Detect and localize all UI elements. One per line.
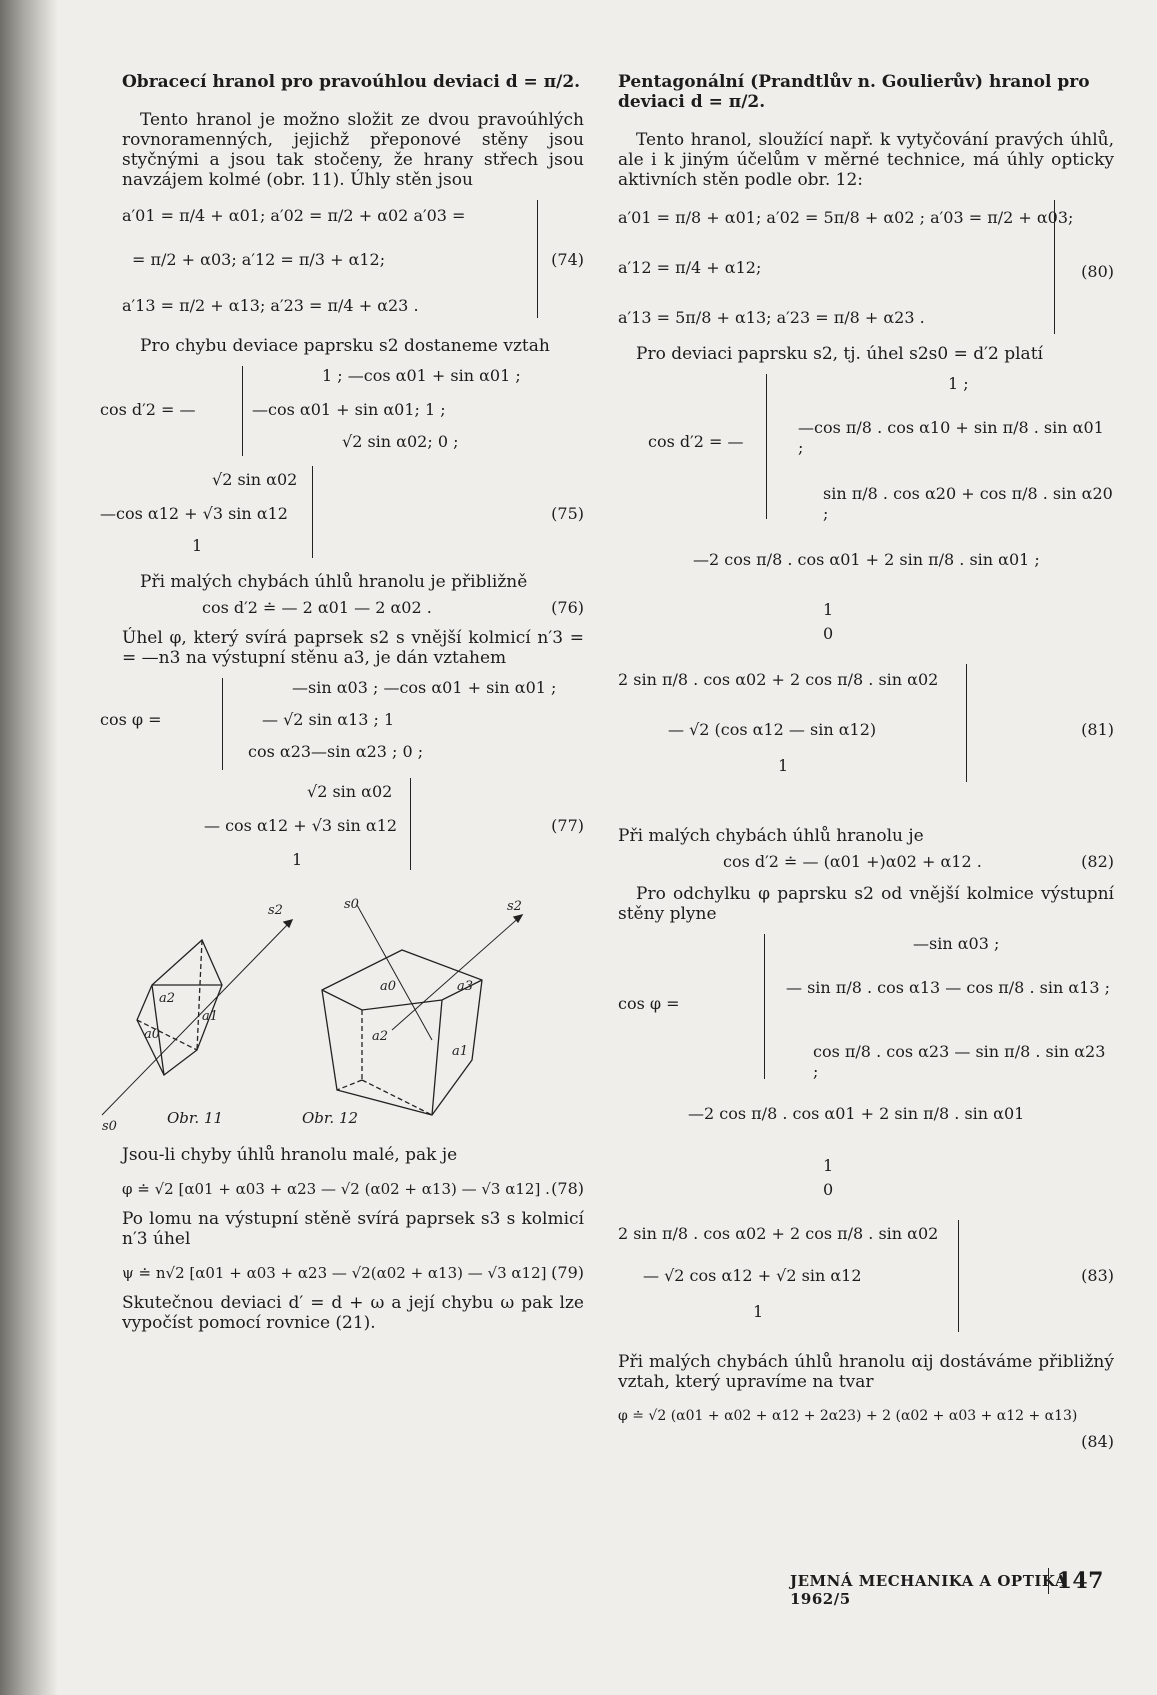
caption-fig12: Obr. 12 <box>302 1109 359 1127</box>
eq75-row-4: √2 sin α02 <box>212 470 298 489</box>
eq75-bar-2 <box>312 466 313 558</box>
left-heading: Obracecí hranol pro pravoúhlou deviaci d = π/2. <box>122 72 581 92</box>
eq75-row-3: √2 sin α02; 0 ; <box>342 432 459 451</box>
eq81-row-5: 1 <box>823 600 834 619</box>
label-a2-fig11: a2 <box>159 991 176 1006</box>
right-column <box>618 72 1114 1452</box>
eq77-row-5: — cos α12 + √3 sin α12 <box>204 816 398 835</box>
eq83-row-5: 1 <box>823 1156 834 1175</box>
eq74-number: (74) <box>551 250 584 269</box>
label-a2-fig12: a2 <box>372 1029 389 1044</box>
eq74-line-1: a′01 = π/4 + α01; a′02 = π/2 + α02 a′03 = <box>122 206 466 225</box>
page-number: 147 <box>1048 1568 1104 1594</box>
eq75-number: (75) <box>551 504 584 523</box>
eq79-text: ψ ≐ n√2 [α01 + α03 + α23 — √2(α02 + α13) — √3 α12] . <box>122 1264 556 1282</box>
caption-fig11: Obr. 11 <box>167 1109 224 1127</box>
eq77-row-6: 1 <box>292 850 303 869</box>
label-a1-fig12: a1 <box>452 1044 469 1059</box>
left-paragraph-4: Úhel φ, který svírá paprsek s2 s vnější kolmicí n′3 = = —n3 na výstupní stěnu a3, je dán vztahem <box>122 628 584 668</box>
eq77-bar-2 <box>410 778 411 870</box>
right-paragraph-1: Tento hranol, sloužící např. k vytyčování pravých úhlů, ale i k jiným účelům v měrné technice, má úhly opticky aktivních stěn podle obr. 12: <box>618 130 1114 190</box>
eq81-row-3: sin π/8 . cos α20 + cos π/8 . sin α20 ; <box>823 484 1113 523</box>
prism-figures <box>62 880 524 1135</box>
eq83-bar-1 <box>764 934 765 1079</box>
eq83-row-7: 2 sin π/8 . cos α02 + 2 cos π/8 . sin α02 <box>618 1224 939 1243</box>
eq75-row-6: 1 <box>192 536 203 555</box>
eq78-number: (78) <box>551 1179 584 1198</box>
equation-79 <box>122 1259 584 1283</box>
eq75-row-5: —cos α12 + √3 sin α12 <box>100 504 288 523</box>
eq81-row-8: — √2 (cos α12 — sin α12) <box>668 720 877 739</box>
eq76-number: (76) <box>551 598 584 617</box>
eq74-line-3: a′13 = π/2 + α13; a′23 = π/4 + α23 . <box>122 296 419 315</box>
eq74-line-2: = π/2 + α03; a′12 = π/3 + α12; <box>132 250 386 269</box>
left-paragraph-3: Při malých chybách úhlů hranolu je přibližně <box>140 572 528 592</box>
eq81-row-6: 0 <box>823 624 834 643</box>
eq83-row-3: cos π/8 . cos α23 — sin π/8 . sin α23 ; <box>813 1042 1106 1081</box>
eq77-number: (77) <box>551 816 584 835</box>
eq84-number: (84) <box>1081 1432 1114 1451</box>
binding-shadow <box>0 0 58 1695</box>
left-paragraph-5: Jsou-li chyby úhlů hranolu malé, pak je <box>122 1145 458 1165</box>
equation-78 <box>122 1175 584 1199</box>
eq80-line-3: a′13 = 5π/8 + α13; a′23 = π/8 + α23 . <box>618 308 925 327</box>
eq79-number: (79) <box>551 1263 584 1282</box>
equation-80 <box>618 200 1114 334</box>
equation-75 <box>100 366 584 562</box>
eq74-bracket <box>537 200 538 318</box>
label-a1-fig11: a1 <box>202 1009 219 1024</box>
figure-12-drawing <box>322 905 522 1115</box>
eq77-lhs: cos φ = <box>100 710 162 729</box>
label-a0-fig12: a0 <box>380 979 397 994</box>
right-paragraph-2: Pro deviaci paprsku s2, tj. úhel s2s0 = d′2 platí <box>636 344 1043 364</box>
eq80-line-1: a′01 = π/8 + α01; a′02 = 5π/8 + α02 ; a′03 = π/2 + α03; <box>618 208 1074 227</box>
eq75-row-2: —cos α01 + sin α01; 1 ; <box>252 400 446 419</box>
eq81-row-4: —2 cos π/8 . cos α01 + 2 sin π/8 . sin α01 ; <box>693 550 1040 569</box>
eq77-row-1: —sin α03 ; —cos α01 + sin α01 ; <box>292 678 557 697</box>
label-a3-fig12: a3 <box>457 979 474 994</box>
eq77-row-2: — √2 sin α13 ; 1 <box>262 710 395 729</box>
eq83-lhs: cos φ = <box>618 994 680 1013</box>
eq81-number: (81) <box>1081 720 1114 739</box>
eq80-bracket <box>1054 200 1055 334</box>
journal-name: JEMNÁ MECHANIKA A OPTIKA 1962/5 <box>790 1572 1067 1608</box>
eq77-row-3: cos α23—sin α23 ; 0 ; <box>248 742 424 761</box>
page-footer <box>790 1568 1120 1608</box>
eq75-lhs: cos d′2 = — <box>100 400 196 419</box>
equation-82 <box>618 846 1114 874</box>
eq83-row-2: — sin π/8 . cos α13 — cos π/8 . sin α13 ; <box>786 978 1110 997</box>
left-column <box>100 72 584 1333</box>
eq77-row-4: √2 sin α02 <box>307 782 393 801</box>
right-paragraph-5: Při malých chybách úhlů hranolu αij dostáváme přibližný vztah, který upravíme na tvar <box>618 1352 1114 1392</box>
right-paragraph-4: Pro odchylku φ paprsku s2 od vnější kolmice výstupní stěny plyne <box>618 884 1114 924</box>
equation-81 <box>618 374 1114 816</box>
eq77-bar-1 <box>222 678 223 770</box>
eq82-text: cos d′2 ≐ — (α01 +)α02 + α12 . <box>723 852 982 871</box>
equation-83 <box>618 934 1114 1342</box>
eq78-text: φ ≐ √2 [α01 + α03 + α23 — √2 (α02 + α13) — √3 α12] . <box>122 1180 550 1198</box>
eq81-row-9: 1 <box>778 756 789 775</box>
eq80-line-2: a′12 = π/4 + α12; <box>618 258 762 277</box>
left-paragraph-1: Tento hranol je možno složit ze dvou pravoúhlých rovnoramenných, jejichž přeponové stěny jsou styčnými a jsou tak stočeny, že hrany střech jsou navzájem kolmé (obr. 11). Úhly stěn jsou <box>122 110 584 190</box>
eq76-text: cos d′2 ≐ — 2 α01 — 2 α02 . <box>202 598 432 617</box>
equation-76 <box>122 592 584 618</box>
label-a0-fig11: a0 <box>144 1027 161 1042</box>
eq81-row-2: —cos π/8 . cos α10 + sin π/8 . sin α01 ; <box>798 418 1104 457</box>
eq83-bar-2 <box>958 1220 959 1332</box>
equation-77 <box>100 678 584 874</box>
label-s0-fig12: s0 <box>344 897 359 912</box>
eq81-row-1: 1 ; <box>948 374 969 393</box>
eq81-lhs: cos d′2 = — <box>648 432 744 451</box>
equation-74 <box>122 200 584 318</box>
left-paragraph-6: Po lomu na výstupní stěně svírá paprsek s3 s kolmicí n′3 úhel <box>122 1209 584 1249</box>
eq81-row-7: 2 sin π/8 . cos α02 + 2 cos π/8 . sin α02 <box>618 670 939 689</box>
eq83-row-8: — √2 cos α12 + √2 sin α12 <box>643 1266 862 1285</box>
left-paragraph-7: Skutečnou deviaci d′ = d + ω a její chybu ω pak lze vypočíst pomocí rovnice (21). <box>122 1293 584 1333</box>
eq80-number: (80) <box>1081 262 1114 281</box>
eq83-number: (83) <box>1081 1266 1114 1285</box>
right-paragraph-3: Při malých chybách úhlů hranolu je <box>618 826 924 846</box>
figures-11-12 <box>102 880 584 1135</box>
right-heading: Pentagonální (Prandtlův n. Goulierův) hranol pro deviaci d = π/2. <box>618 72 1090 112</box>
left-paragraph-2: Pro chybu deviace paprsku s2 dostaneme vztah <box>140 336 550 356</box>
figure-11-drawing <box>102 920 292 1115</box>
eq83-row-4: —2 cos π/8 . cos α01 + 2 sin π/8 . sin α01 <box>688 1104 1025 1123</box>
label-s2-fig11: s2 <box>268 903 283 918</box>
eq75-row-1: 1 ; —cos α01 + sin α01 ; <box>322 366 521 385</box>
eq81-bar-1 <box>766 374 767 519</box>
eq83-row-9: 1 <box>753 1302 764 1321</box>
eq83-row-6: 0 <box>823 1180 834 1199</box>
label-s2-fig12: s2 <box>507 899 522 914</box>
eq84-text: φ ≐ √2 (α01 + α02 + α12 + 2α23) + 2 (α02 + α03 + α12 + α13) <box>618 1408 1078 1424</box>
eq82-number: (82) <box>1081 852 1114 871</box>
eq83-row-1: —sin α03 ; <box>913 934 1000 953</box>
eq75-bar-1 <box>242 366 243 456</box>
eq81-bar-2 <box>966 664 967 782</box>
equation-84 <box>618 1402 1114 1452</box>
label-s0-fig11: s0 <box>102 1119 117 1134</box>
